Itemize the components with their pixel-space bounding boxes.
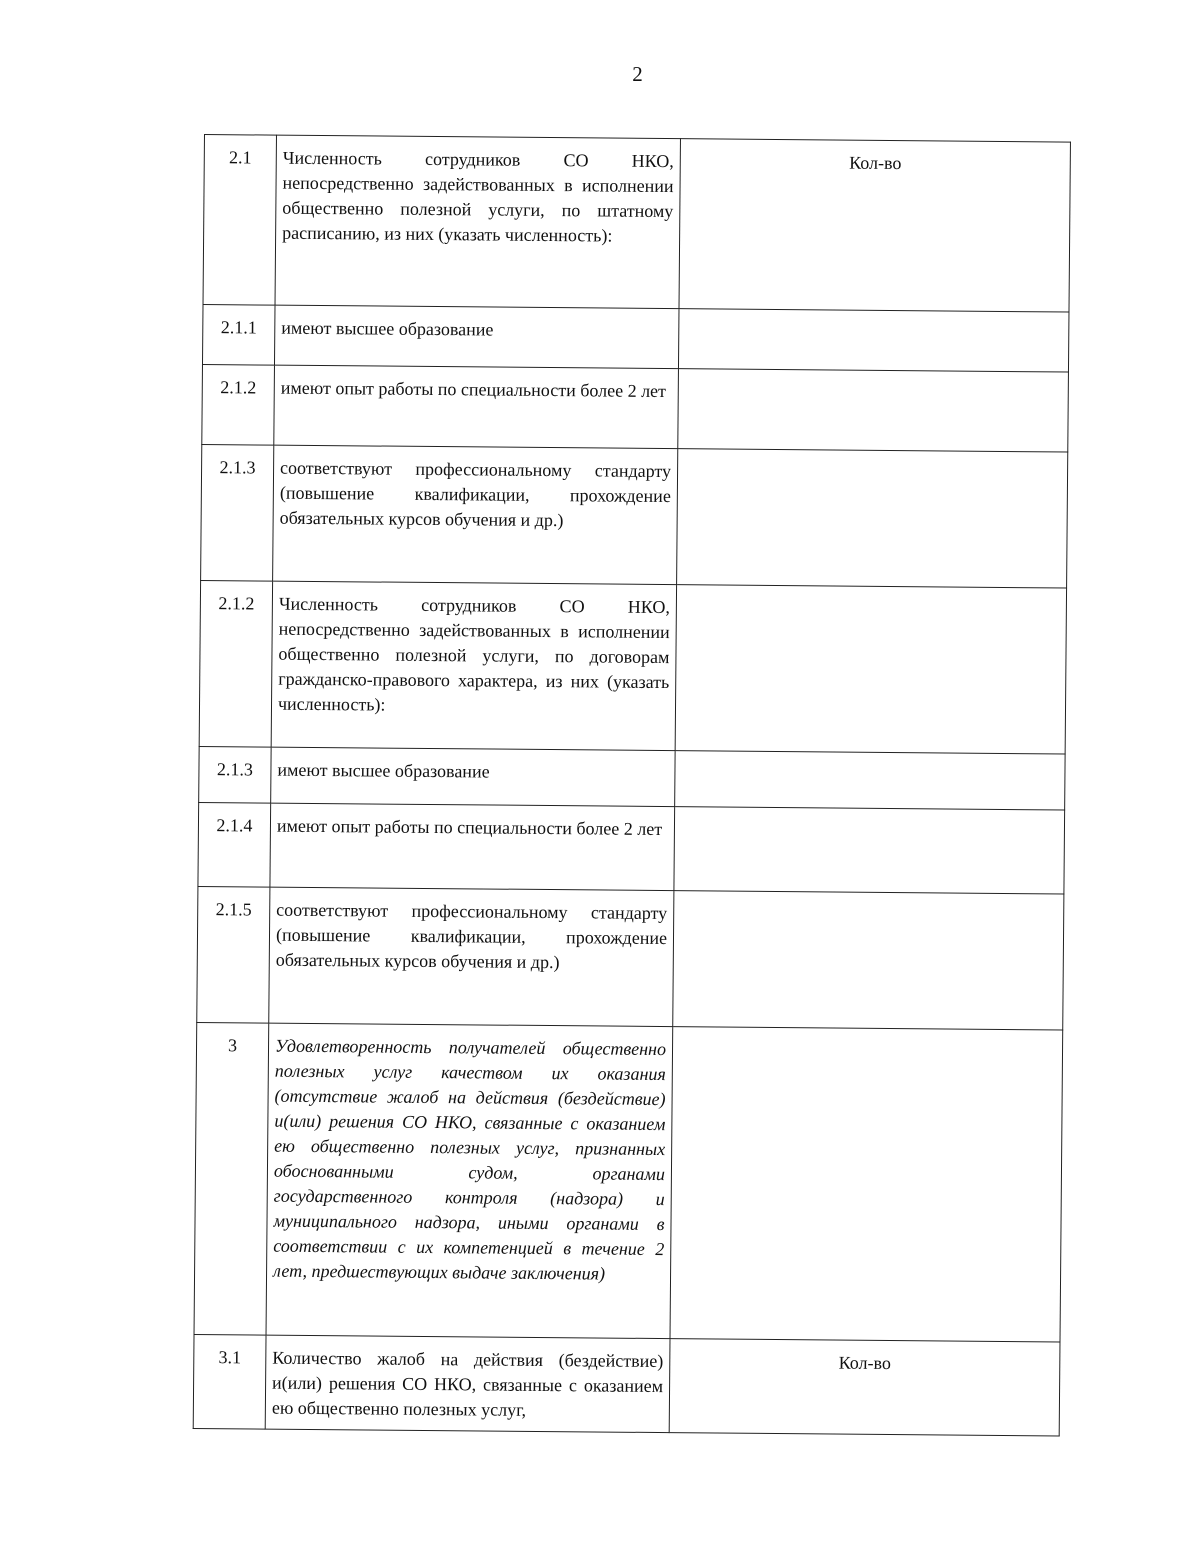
row-unit — [670, 1027, 1063, 1342]
row-description: имеют высшее образование — [274, 305, 679, 369]
table-row — [201, 444, 1068, 588]
table-row — [202, 304, 1068, 372]
row-description: имеют опыт работы по специальности более 2 лет — [274, 365, 679, 449]
row-description: Численность сотрудников СО НКО, непосредственно задействованных в исполнении общественно полезной услуги, по штатному расписанию, из них (указать численность): — [275, 135, 680, 309]
row-number: 2.1.1 — [202, 304, 275, 365]
row-unit — [678, 309, 1069, 372]
table-row — [199, 746, 1065, 810]
row-unit — [678, 369, 1069, 452]
criteria-table — [193, 134, 1071, 1437]
row-unit — [674, 807, 1065, 894]
row-number: 2.1.2 — [202, 364, 275, 445]
row-number: 3.1 — [193, 1334, 266, 1429]
row-number: 2.1.3 — [201, 444, 274, 581]
row-description: Численность сотрудников СО НКО, непосредственно задействованных в исполнении общественно полезной услуги, по договорам гражданско-правового характера, из них (указать численность): — [271, 581, 676, 751]
table-row — [198, 802, 1065, 894]
row-number: 3 — [194, 1022, 269, 1335]
row-description: имеют высшее образование — [271, 747, 675, 807]
table-row — [199, 580, 1066, 754]
row-description: Удовлетворенность получателей общественно полезных услуг качеством их оказания (отсутствие жалоб на действия (бездействие) и(или) решения СО НКО, связанные с оказанием ею общественно полезных услуг, признанных обоснованными судом, органами государственного контроля (надзора) и муниципального надзора, иными органами в соответствии с их компетенцией в течение 2 лет, предшествующих выдаче заключения) — [266, 1023, 673, 1339]
row-description: Количество жалоб на действия (бездействие) и(или) решения СО НКО, связанные с оказанием ею общественно полезных услуг, — [265, 1335, 670, 1433]
table-row — [197, 886, 1064, 1030]
row-unit — [677, 449, 1068, 588]
row-unit — [675, 585, 1066, 754]
row-description: соответствуют профессиональному стандарту (повышение квалификации, прохождение обязательных курсов обучения и др.) — [273, 445, 678, 585]
table-row — [193, 1334, 1060, 1436]
row-number: 2.1 — [203, 135, 276, 306]
row-description: имеют опыт работы по специальности более 2 лет — [270, 803, 675, 891]
table-row — [202, 364, 1069, 452]
row-description: соответствуют профессиональному стандарту (повышение квалификации, прохождение обязательных курсов обучения и др.) — [269, 887, 674, 1027]
row-unit — [673, 891, 1064, 1030]
table-row — [194, 1022, 1063, 1342]
row-unit: Кол-во — [679, 139, 1070, 312]
row-unit: Кол-во — [669, 1339, 1060, 1436]
row-unit — [675, 751, 1065, 810]
row-number: 2.1.4 — [198, 802, 271, 887]
row-number: 2.1.2 — [199, 580, 272, 747]
row-number: 2.1.5 — [197, 886, 270, 1023]
row-number: 2.1.3 — [199, 746, 271, 803]
table-row — [203, 135, 1070, 313]
page-number: 2 — [632, 62, 643, 86]
